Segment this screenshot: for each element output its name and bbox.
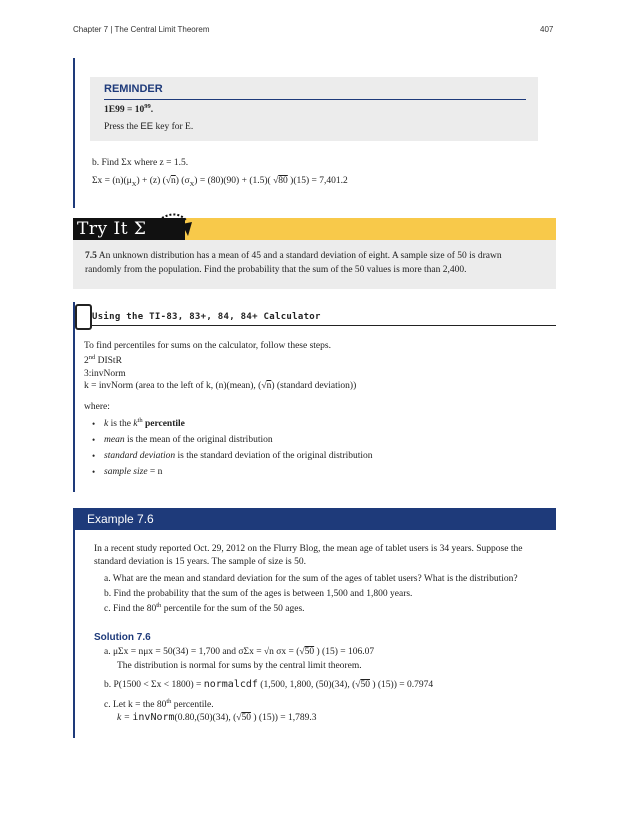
try-it-text-line-1: 7.5 An unknown distribution has a mean of 45 and a standard deviation of eight. A sample size of 50 is drawn: [85, 251, 502, 261]
calculator-rule: [90, 325, 556, 326]
section-bar-example: [73, 530, 75, 738]
part-b-equation: $\Sigma x = (n)(\mu_X) + (z)$ (√n) $(\sigma_X) = (80)(90) + (1.5)$( √80 )(15) = 7,401.2: [92, 176, 348, 188]
example-header: Example 7.6: [73, 508, 556, 530]
invnorm-function: invNorm: [132, 712, 175, 723]
calculator-where: where:: [84, 402, 110, 412]
example-intro-line-2: standard deviation is 15 years. The sample of size is 50.: [94, 557, 306, 567]
example-question-b: b. Find the probability that the sum of the ages is between 1,500 and 1,800 years.: [104, 589, 413, 599]
bullet-icon: •: [92, 419, 96, 429]
ee-key: EE: [140, 121, 154, 132]
solution-b: b. P(1500 < Σx < 1800) = normalcdf (1,500, 1,800, (50)(34), (√50 ) (15)) = 0.7974: [104, 679, 434, 690]
example-question-a: a. What are the mean and standard deviation for the sum of the ages of tablet users? What is the distribution?: [104, 574, 518, 584]
reminder-box: [90, 77, 538, 141]
try-it-arrow-icon: [158, 210, 198, 240]
solution-c-line-1: c. Let k = the 80th percentile.: [104, 697, 214, 710]
normalcdf-function: normalcdf: [203, 679, 258, 690]
try-it-text-line-2: randomly from the population. Find the probability that the sum of the 50 values is more than 2,400.: [85, 265, 467, 275]
try-it-box: [73, 240, 556, 289]
section-bar-calculator: [73, 302, 75, 492]
solution-c-line-2: k = invNorm(0.80,(50)(34), (√50 ) (15)) = 1,789.3: [117, 712, 317, 723]
bullet-item-1: k is the $k^{th}$ percentile: [104, 416, 185, 429]
bullet-item-3: standard deviation is the standard deviation of the original distribution: [104, 451, 373, 461]
calculator-step-3: k = invNorm (area to the left of k, (n)(mean), (√n) (standard deviation)): [84, 381, 357, 391]
bullet-item-2: mean is the mean of the original distribution: [104, 435, 273, 445]
reminder-line-1: $1E99 = 10^{99}$.: [104, 102, 154, 115]
calculator-step-1: 2nd DIStR: [84, 353, 122, 366]
example-intro-line-1: In a recent study reported Oct. 29, 2012 on the Flurry Blog, the mean age of tablet users is 34 years. Suppose the: [94, 544, 523, 554]
reminder-title: REMINDER: [104, 83, 163, 95]
part-b-question: b. Find Σx where z = 1.5.: [92, 158, 189, 168]
bullet-icon: •: [92, 467, 96, 477]
page-number: 407: [540, 25, 554, 34]
calculator-step-2: 3:invNorm: [84, 369, 126, 379]
try-it-label: Try It Σ: [73, 218, 185, 240]
bullet-item-4: sample size = n: [104, 467, 163, 477]
calculator-title: Using the TI-83, 83+, 84, 84+ Calculator: [92, 312, 321, 322]
solution-title: Solution 7.6: [94, 632, 151, 643]
running-header-chapter: Chapter 7 | The Central Limit Theorem: [73, 25, 210, 34]
reminder-line-2: Press the EE key for E.: [104, 121, 194, 132]
solution-a-line-1: a. μΣx = nμx = 50(34) = 1,700 and σΣx = √n σx = (√50 ) (15) = 106.07: [104, 647, 375, 657]
reminder-rule: [104, 99, 526, 100]
calculator-icon: [75, 304, 92, 330]
example-question-c: c. Find the 80th percentile for the sum of the 50 ages.: [104, 601, 305, 614]
bullet-icon: •: [92, 435, 96, 445]
section-bar-top: [73, 58, 75, 208]
calculator-intro: To find percentiles for sums on the calculator, follow these steps.: [84, 341, 331, 351]
bullet-icon: •: [92, 451, 96, 461]
solution-a-line-2: The distribution is normal for sums by the central limit theorem.: [117, 661, 362, 671]
